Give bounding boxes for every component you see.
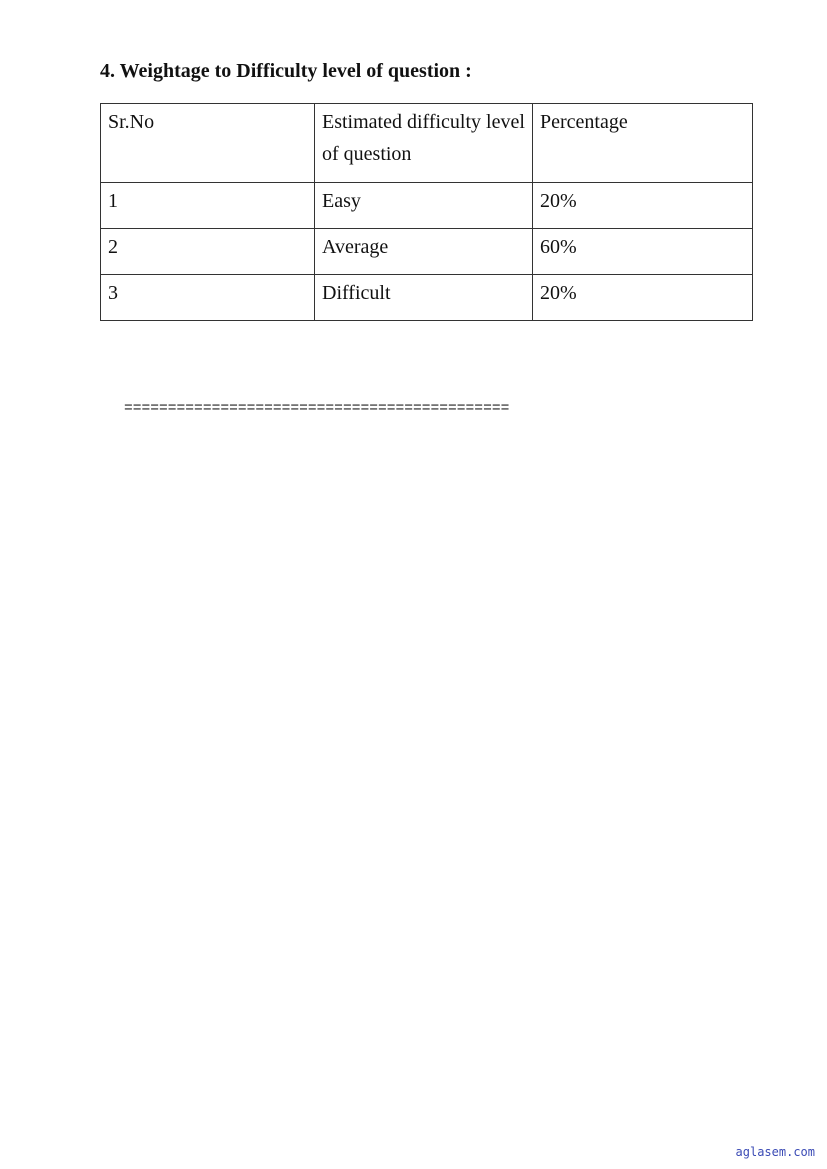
cell-difficulty: Average xyxy=(315,229,533,275)
cell-sr-no: 1 xyxy=(101,183,315,229)
cell-percentage: 20% xyxy=(533,275,753,321)
table-row xyxy=(101,229,753,275)
header-cell-percentage: Percentage xyxy=(533,104,753,183)
cell-difficulty: Difficult xyxy=(315,275,533,321)
header-cell-difficulty: Estimated difficulty level of question xyxy=(315,104,533,183)
table-row xyxy=(101,275,753,321)
difficulty-weightage-table xyxy=(100,103,753,321)
header-cell-sr-no: Sr.No xyxy=(101,104,315,183)
end-divider: ============================================ xyxy=(124,401,510,417)
table-header-row xyxy=(101,104,753,183)
cell-sr-no: 3 xyxy=(101,275,315,321)
cell-percentage: 20% xyxy=(533,183,753,229)
cell-difficulty: Easy xyxy=(315,183,533,229)
cell-percentage: 60% xyxy=(533,229,753,275)
section-heading: 4. Weightage to Difficulty level of question : xyxy=(100,60,472,82)
table-row xyxy=(101,183,753,229)
watermark: aglasem.com xyxy=(735,1145,815,1159)
cell-sr-no: 2 xyxy=(101,229,315,275)
